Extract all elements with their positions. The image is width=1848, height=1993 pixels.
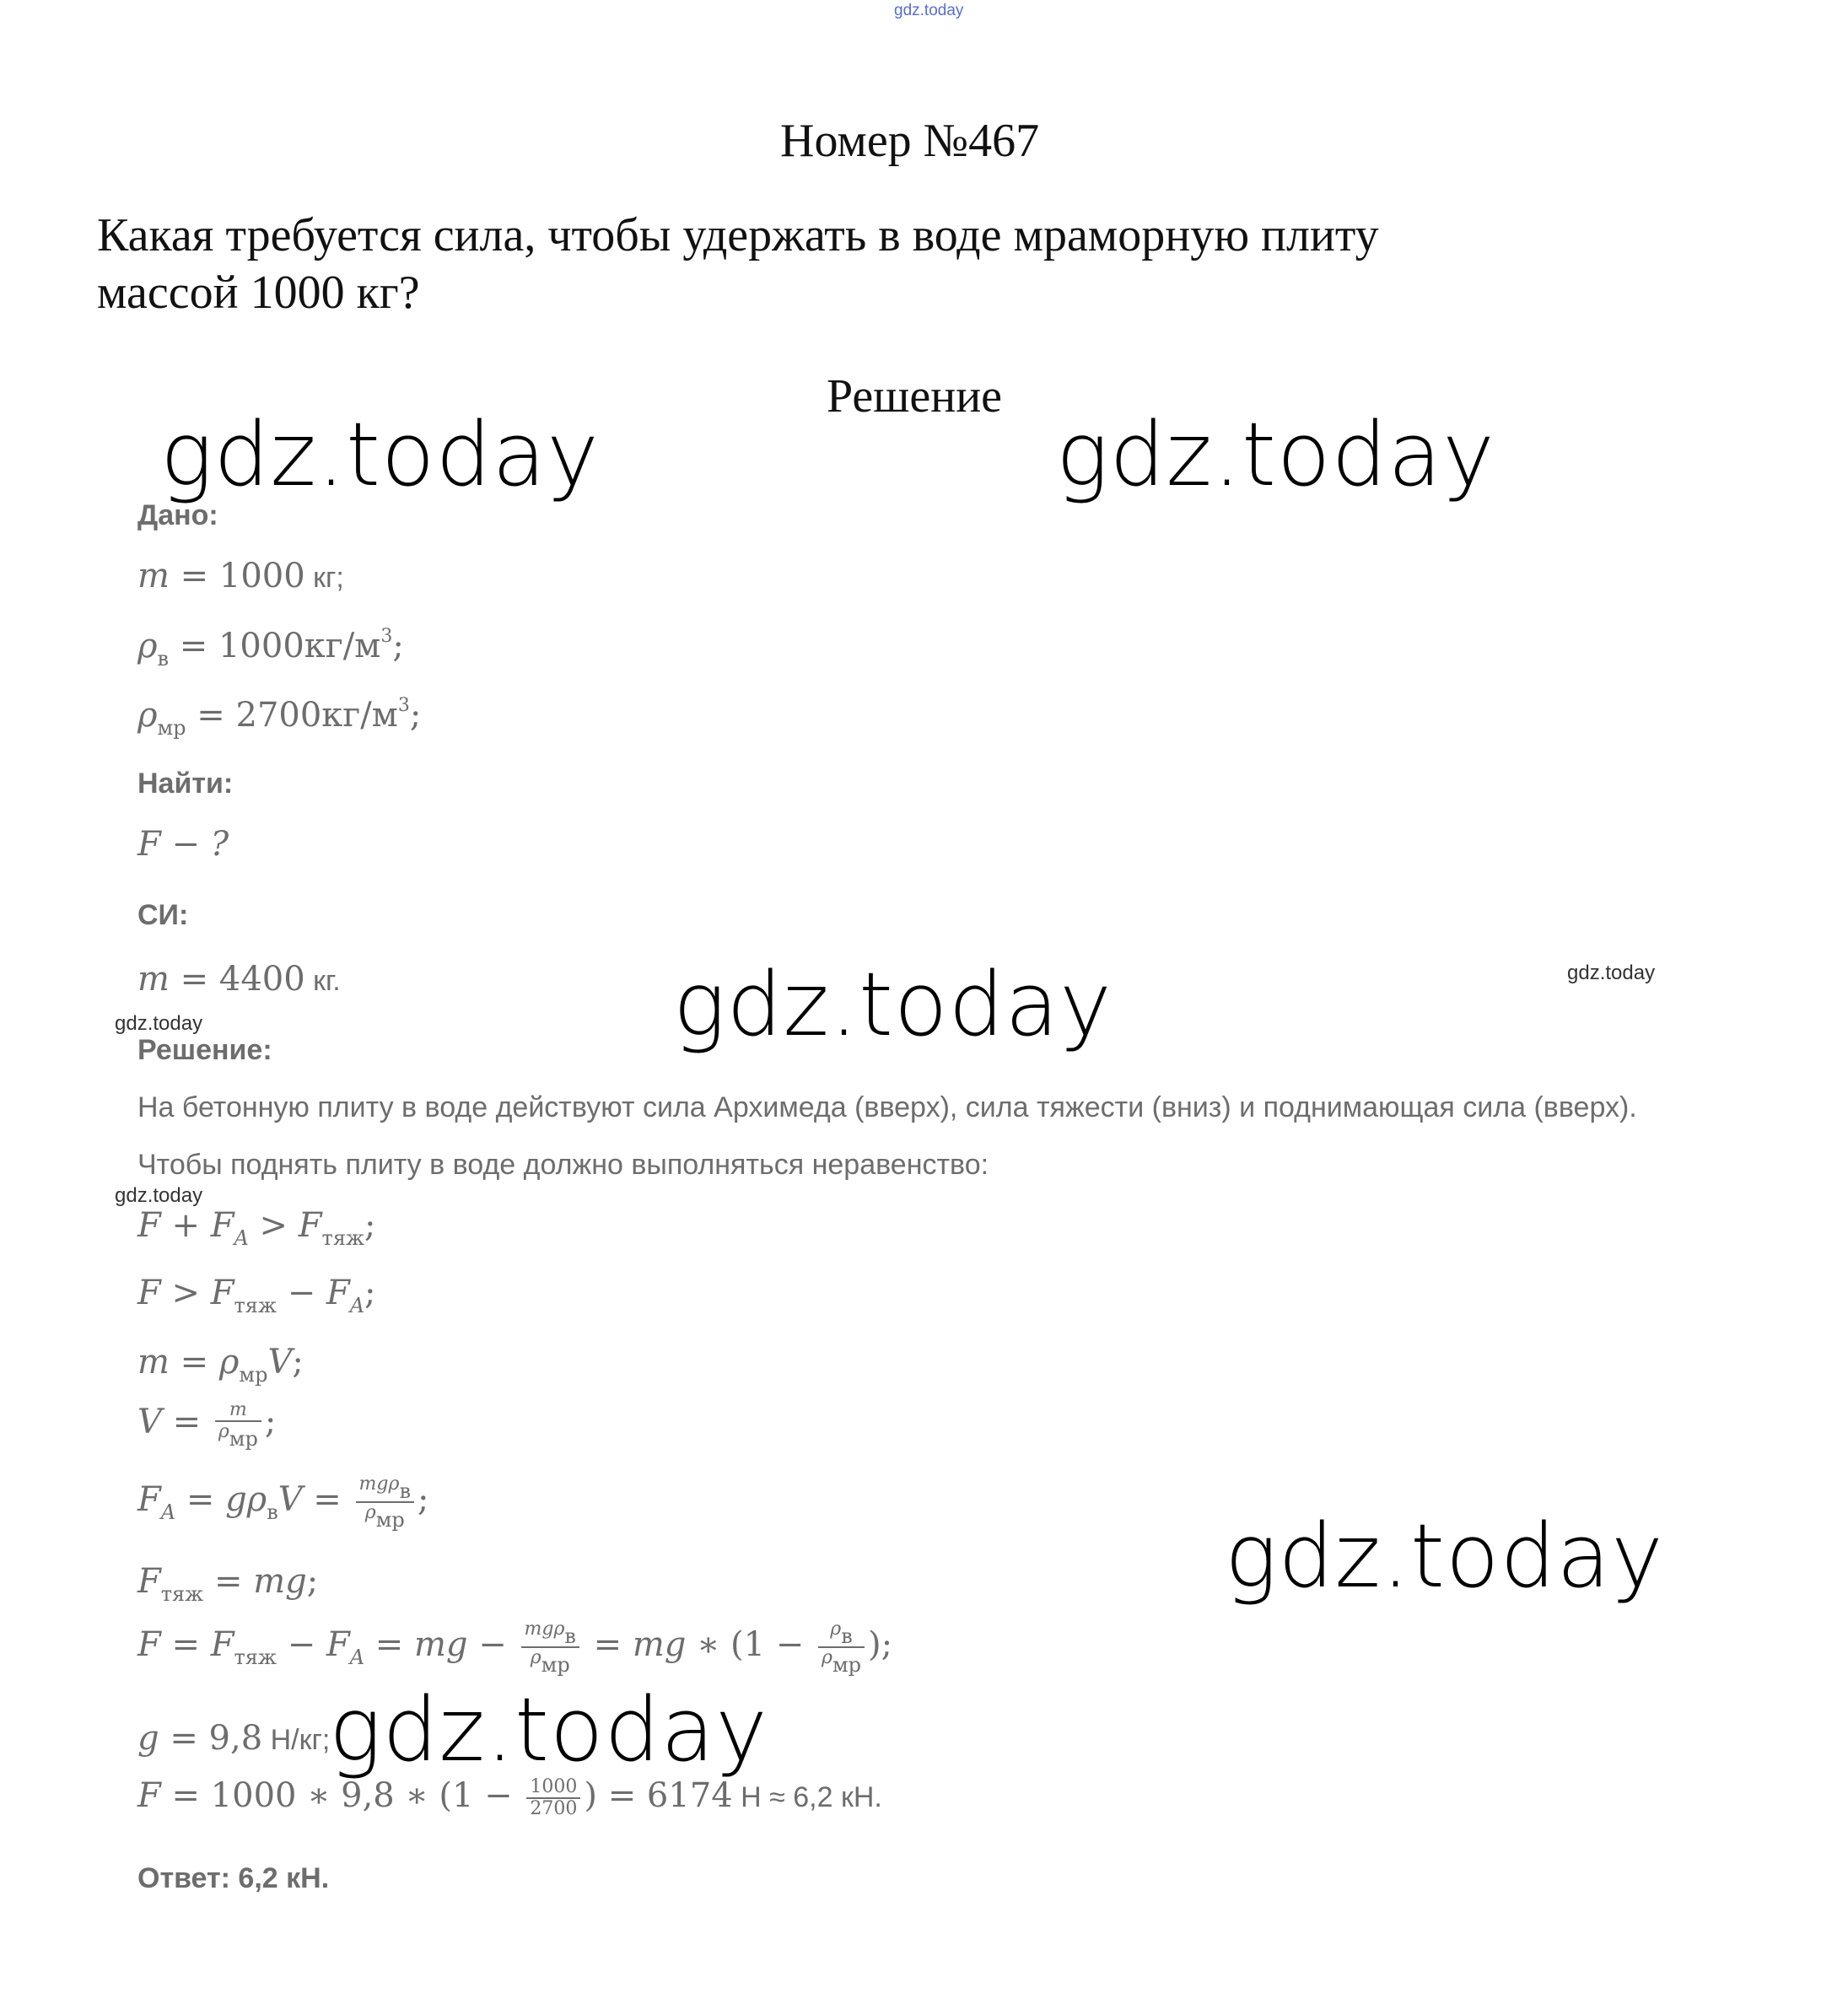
watermark-small: gdz.today	[1567, 961, 1656, 984]
si-label: СИ:	[137, 899, 189, 931]
watermark-big: gdz.today	[329, 1678, 768, 1781]
solution-heading: Решение	[827, 370, 1003, 423]
question-text	[97, 207, 1379, 321]
formula-mass: $m = \rho_{мр}V$;	[137, 1343, 304, 1387]
formula-inequality-1: $F + F_A > F_{тяж}$;	[137, 1206, 376, 1250]
watermark-small: gdz.today	[115, 1012, 203, 1035]
given-marble-density: $\rho_{мр} = 2700кг/м^3$;	[137, 695, 422, 740]
solution-label: Решение:	[137, 1034, 272, 1066]
watermark-big: gdz.today	[673, 953, 1113, 1056]
watermark-big: gdz.today	[1225, 1505, 1664, 1608]
formula-inequality-2: $F > F_{тяж} - F_A$;	[137, 1274, 376, 1317]
find-value: F − ?	[137, 825, 229, 864]
formula-volume: V = $\frac{m}{\rho_{мр}}$ ;	[137, 1399, 277, 1451]
find-label: Найти:	[137, 768, 234, 800]
question-line-2: массой 1000 кг?	[97, 267, 420, 319]
watermark-top: gdz.today	[894, 2, 964, 19]
formula-force: $F = F_{тяж} - F_A$ = mg − $\frac{mg\rho_в}{\rho_{мр}}$ = mg ∗ (1 − $\frac{\rho_в}{\rho_{мр}}$ );	[137, 1619, 893, 1677]
formula-gravity: $F_{тяж}$ = mg;	[137, 1562, 319, 1606]
formula-g: g = 9,8 Н/кг;	[137, 1719, 331, 1758]
page-title: Номер №467	[780, 115, 1040, 167]
formula-final: F = 1000 ∗ 9,8 ∗ (1 − $\frac{1000}{2700}$ ) = 6174 Н ≈ 6,2 кН.	[137, 1776, 882, 1819]
question-line-1: Какая требуется сила, чтобы удержать в воде мраморную плиту	[97, 209, 1379, 261]
solution-text-inequality: Чтобы поднять плиту в воде должно выполняться неравенство:	[137, 1149, 989, 1181]
given-mass: m = 1000 кг;	[137, 557, 344, 595]
watermark-small: gdz.today	[115, 1184, 203, 1207]
watermark-big: gdz.today	[1056, 403, 1495, 506]
solution-text-forces: На бетонную плиту в воде действуют сила Архимеда (вверх), сила тяжести (вниз) и поднимающая сила (вверх).	[137, 1091, 1637, 1123]
formula-archimedes: $F_A = g\rho_вV$ = $\frac{mg\rho_в}{\rho_{мр}}$ ;	[137, 1473, 429, 1532]
si-value: m = 4400 кг.	[137, 960, 341, 999]
given-water-density: $\rho_в = 1000кг/м^3$;	[137, 626, 404, 671]
given-label: Дано:	[137, 499, 218, 531]
watermark-big: gdz.today	[160, 403, 600, 506]
answer: Ответ: 6,2 кН.	[137, 1862, 330, 1894]
